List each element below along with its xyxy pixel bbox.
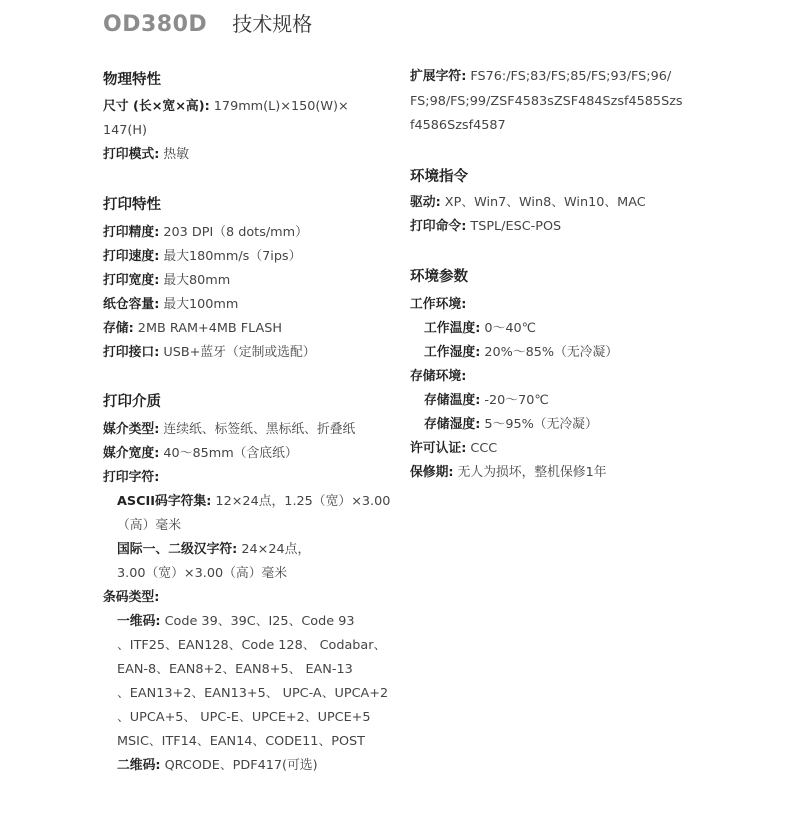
spec-cmd: 打印命令: TSPL/ESC-POS	[410, 219, 562, 234]
spec-2d: 二维码: QRCODE、PDF417(可选)	[117, 758, 318, 773]
spec-store-hum: 存储湿度: 5～95%（无冷凝）	[424, 417, 598, 432]
section-heading-cmd: 环境指令	[410, 169, 468, 185]
spec-ext: 扩展字符: FS76:/FS;83/FS;85/FS;93/FS;96/	[410, 69, 672, 84]
spec-1d: 一维码: Code 39、39C、I25、Code 93	[117, 614, 355, 629]
section-heading-physical: 物理特性	[103, 72, 161, 88]
model-name: OD380D	[103, 12, 208, 37]
spec-1d-line: EAN-8、EAN8+2、EAN8+5、 EAN-13	[117, 662, 353, 677]
spec-storage: 存储: 2MB RAM+4MB FLASH	[103, 321, 283, 336]
spec-ascii: ASCII码字符集: 12×24点，1.25（宽）×3.00	[117, 494, 391, 509]
page-title	[103, 8, 312, 38]
spec-size: 尺寸 (长×宽×高): 179mm(L)×150(W)×	[103, 99, 349, 114]
spec-1d-line: MSIC、ITF14、EAN14、CODE11、POST	[117, 734, 365, 749]
spec-media-width: 媒介宽度: 40～85mm（含底纸）	[103, 446, 298, 461]
spec-cert: 许可认证: CCC	[410, 441, 498, 456]
spec-precision: 打印精度: 203 DPI（8 dots/mm）	[103, 225, 308, 240]
spec-ext-cont: f4586Szsf4587	[410, 118, 506, 133]
spec-cn: 国际一、二级汉字符: 24×24点，	[117, 542, 311, 557]
title-text: 技术规格	[232, 12, 313, 36]
spec-driver: 驱动: XP、Win7、Win8、Win10、MAC	[410, 195, 646, 210]
spec-work-temp: 工作温度: 0～40℃	[424, 321, 536, 336]
spec-store: 存储环境:	[410, 369, 467, 384]
section-heading-print: 打印特性	[103, 197, 161, 213]
section-heading-env: 环境参数	[410, 269, 468, 285]
section-heading-media: 打印介质	[103, 394, 161, 410]
spec-work: 工作环境:	[410, 297, 467, 312]
spec-ext-cont: FS;98/FS;99/ZSF4583sZSF484Szsf4585Szs	[410, 94, 683, 109]
spec-cn-cont: 3.00（宽）×3.00（高）毫米	[117, 566, 288, 581]
spec-store-temp: 存储温度: -20～70℃	[424, 393, 549, 408]
spec-1d-line: 、ITF25、EAN128、Code 128、 Codabar、	[117, 638, 387, 653]
spec-mode: 打印模式: 热敏	[103, 147, 189, 162]
spec-width: 打印宽度: 最大80mm	[103, 273, 231, 288]
spec-speed: 打印速度: 最大180mm/s（7ips）	[103, 249, 302, 264]
spec-work-hum: 工作湿度: 20%～85%（无冷凝）	[424, 345, 619, 360]
spec-interface: 打印接口: USB+蓝牙（定制或选配）	[103, 345, 316, 360]
spec-chars: 打印字符:	[103, 470, 160, 485]
spec-media-type: 媒介类型: 连续纸、标签纸、黑标纸、折叠纸	[103, 422, 356, 437]
spec-capacity: 纸仓容量: 最大100mm	[103, 297, 239, 312]
spec-ascii-cont: （高）毫米	[117, 518, 181, 533]
spec-warranty: 保修期: 无人为损坏，整机保修1年	[410, 465, 607, 480]
spec-1d-line: 、EAN13+2、EAN13+5、 UPC-A、UPCA+2	[117, 686, 389, 701]
spec-barcode: 条码类型:	[103, 590, 160, 605]
spec-1d-line: 、UPCA+5、 UPC-E、UPCE+2、UPCE+5	[117, 710, 371, 725]
spec-size-cont: 147(H)	[103, 123, 148, 138]
